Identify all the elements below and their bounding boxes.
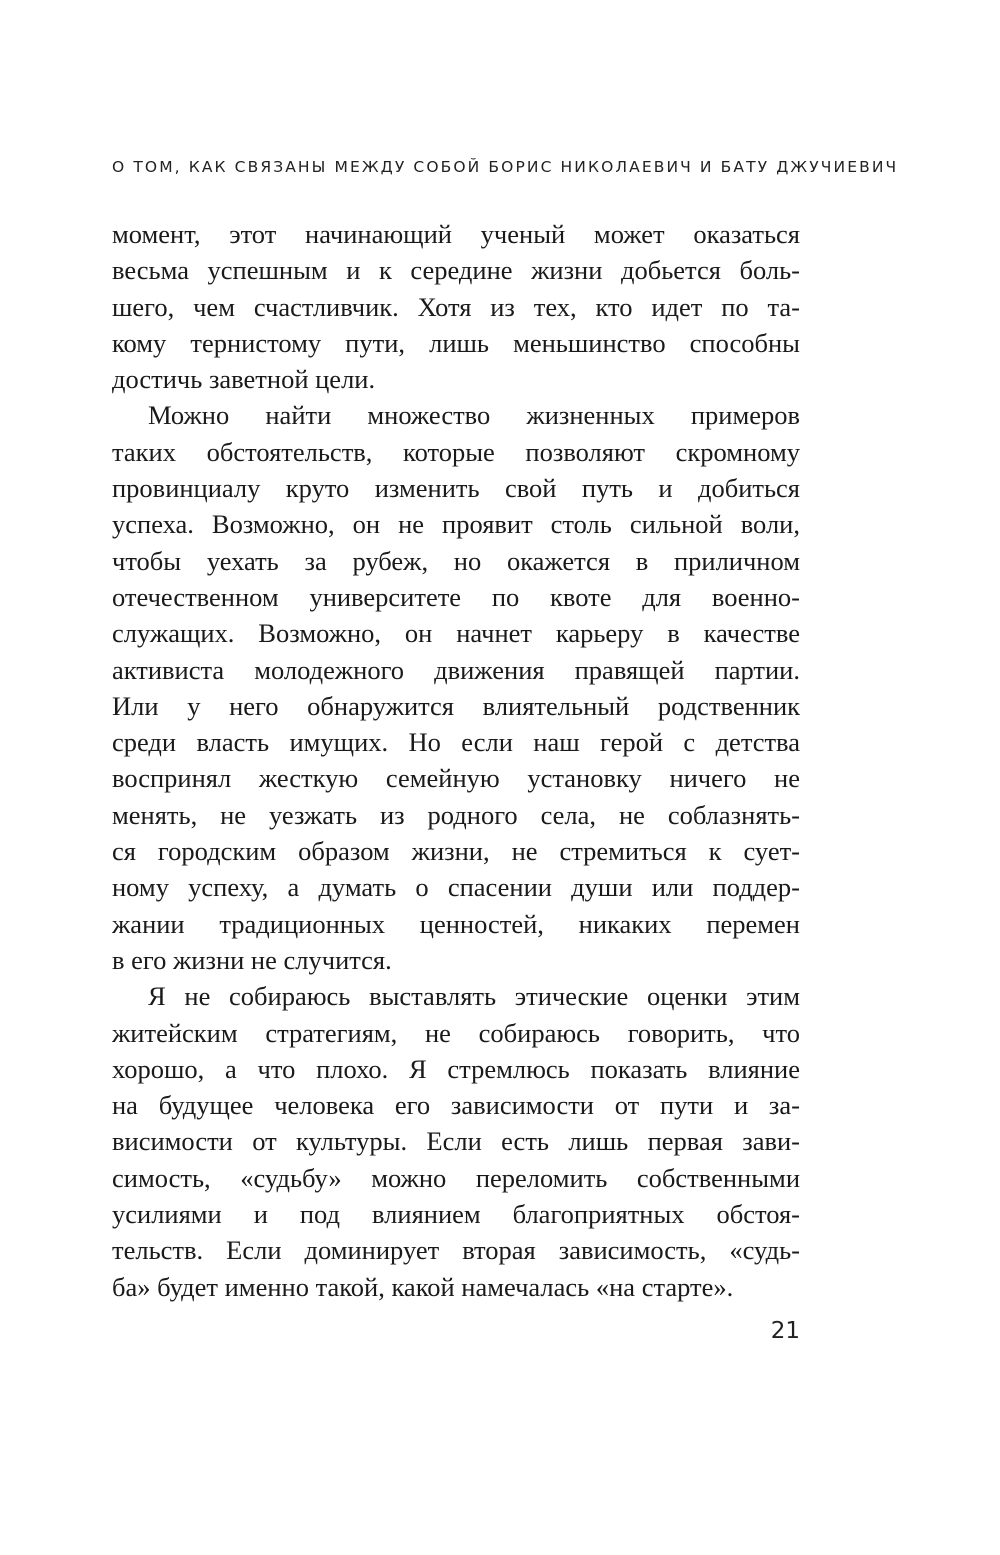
paragraph [112, 397, 800, 978]
paragraph [112, 978, 800, 1305]
text-line: кому тернистому пути, лишь меньшинство способны [112, 327, 800, 358]
text-line: жании традиционных ценностей, никаких перемен [112, 908, 800, 939]
text-line: усилиями и под влиянием благоприятных обстоя- [112, 1199, 800, 1230]
body-text [112, 216, 800, 1305]
text-line: симость, «судьбу» можно переломить собственными [112, 1162, 800, 1193]
text-line: хорошо, а что плохо. Я стремлюсь показать влияние [112, 1053, 800, 1084]
text-line: момент, этот начинающий ученый может оказаться [112, 219, 800, 249]
text-line: на будущее человека его зависимости от пути и за- [112, 1090, 800, 1121]
text-line: среди власть имущих. Но если наш герой с детства [112, 727, 800, 758]
text-line: менять, не уезжать из родного села, не соблазнять- [112, 799, 800, 830]
text-line: провинциалу круто изменить свой путь и добиться [112, 473, 800, 504]
text-line: Я не собираюсь выставлять этические оценки этим [148, 981, 800, 1012]
text-line: служащих. Возможно, он начнет карьеру в качестве [112, 618, 800, 649]
text-line: житейским стратегиям, не собираюсь говорить, что [112, 1017, 800, 1048]
text-line: чтобы уехать за рубеж, но окажется в приличном [112, 545, 800, 576]
text-line: ба» будет именно такой, какой намечалась «на старте». [112, 1271, 734, 1302]
text-line: Или у него обнаружится влиятельный родственник [112, 690, 800, 721]
text-line: тельств. Если доминирует вторая зависимость, «судь- [112, 1235, 800, 1266]
text-line: таких обстоятельств, которые позволяют скромному [112, 436, 800, 467]
text-line: в его жизни не случится. [112, 944, 392, 975]
text-line: активиста молодежного движения правящей партии. [112, 654, 800, 685]
text-line: ному успеху, а думать о спасении души или поддер- [112, 872, 800, 903]
text-line: висимости от культуры. Если есть лишь первая зави- [112, 1126, 800, 1157]
text-line: отечественном университете по квоте для военно- [112, 581, 800, 612]
text-line: Можно найти множество жизненных примеров [148, 400, 800, 431]
paragraph [112, 216, 800, 397]
text-line: шего, чем счастливчик. Хотя из тех, кто идет по та- [112, 291, 800, 322]
running-head: О ТОМ, КАК СВЯЗАНЫ МЕЖДУ СОБОЙ БОРИС НИКОЛАЕВИЧ И БАТУ ДЖУЧИЕВИЧ [112, 158, 899, 176]
page-number: 21 [770, 1318, 800, 1344]
text-line: весьма успешным и к середине жизни добьется боль- [112, 255, 800, 286]
text-line: достичь заветной цели. [112, 364, 376, 395]
text-line: успеха. Возможно, он не проявит столь сильной воли, [112, 509, 800, 540]
text-line: ся городским образом жизни, не стремиться к сует- [112, 836, 800, 867]
text-line: воспринял жесткую семейную установку ничего не [112, 763, 800, 794]
